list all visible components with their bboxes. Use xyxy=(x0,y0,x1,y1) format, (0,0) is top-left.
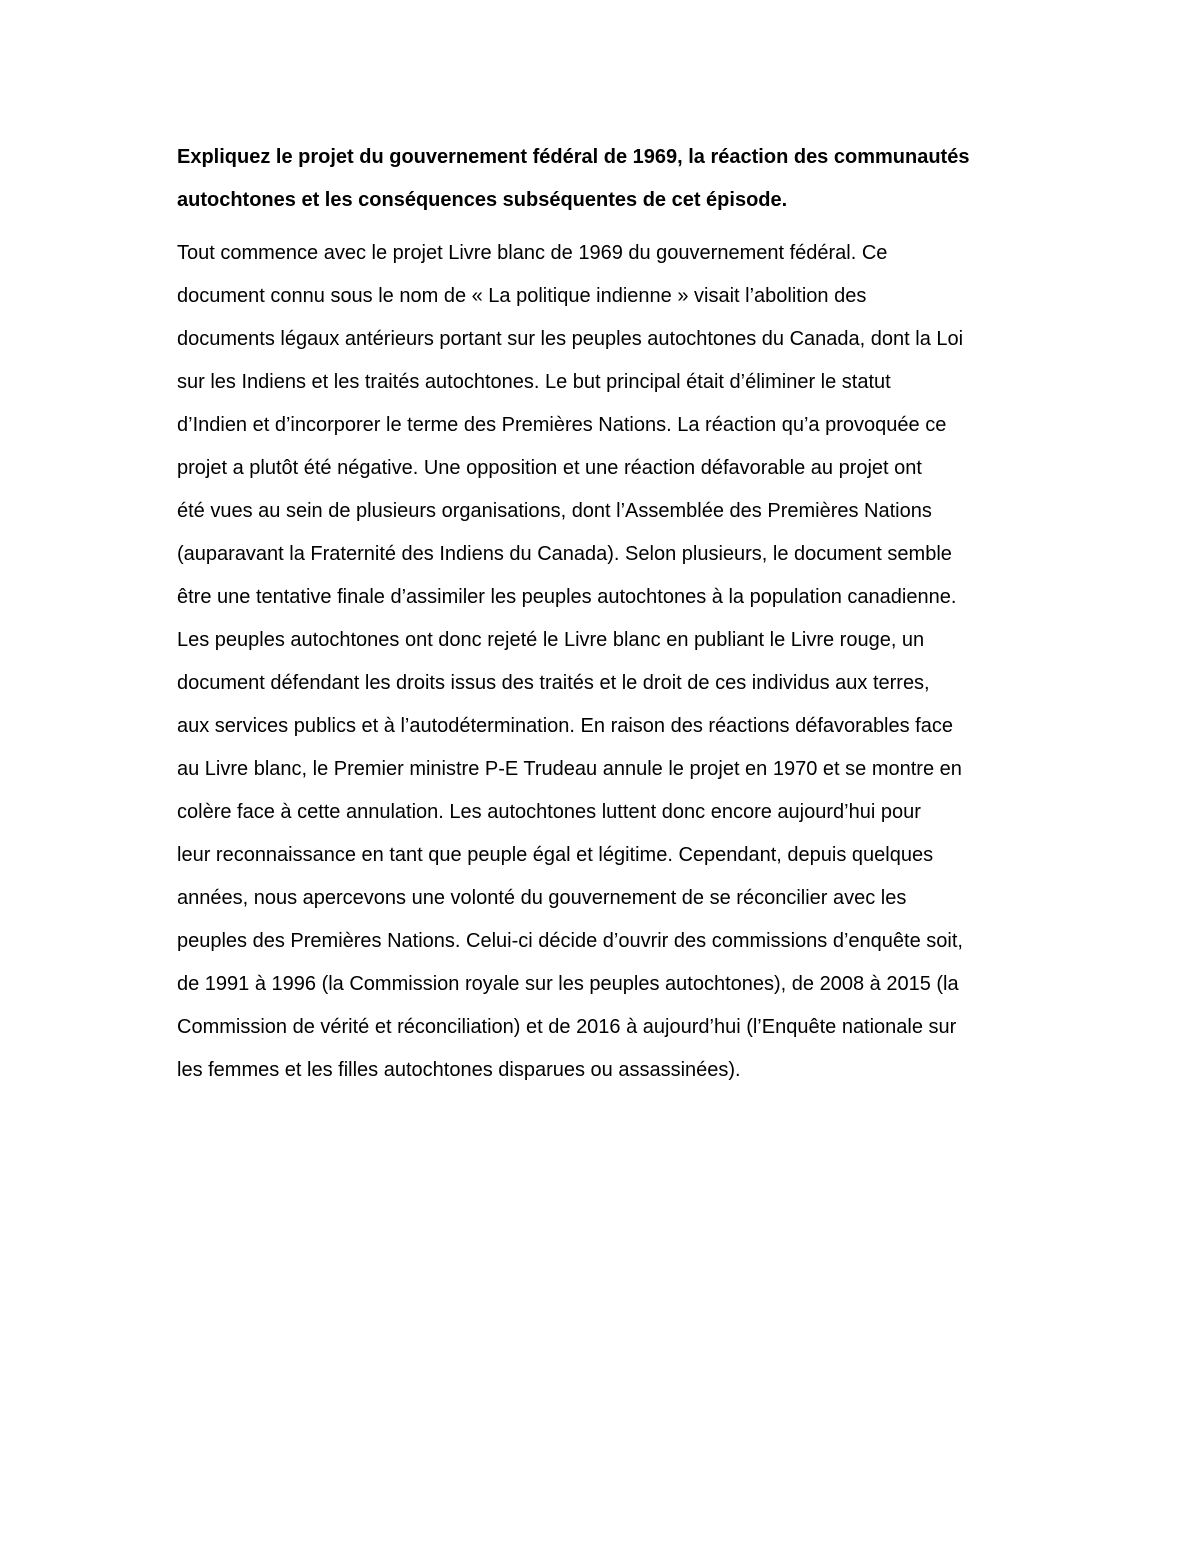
document-content xyxy=(177,136,1029,1092)
paragraph-line: les femmes et les filles autochtones disparues ou assassinées). xyxy=(177,1059,741,1081)
question-line: Expliquez le projet du gouvernement fédéral de 1969, la réaction des communautés xyxy=(177,146,970,168)
paragraph-line: Tout commence avec le projet Livre blanc de 1969 du gouvernement fédéral. Ce xyxy=(177,242,888,264)
paragraph-line: au Livre blanc, le Premier ministre P-E Trudeau annule le projet en 1970 et se montre en xyxy=(177,758,962,780)
question-line: autochtones et les conséquences subséquentes de cet épisode. xyxy=(177,189,788,211)
paragraph-line: Les peuples autochtones ont donc rejeté le Livre blanc en publiant le Livre rouge, un xyxy=(177,629,925,651)
paragraph-line: de 1991 à 1996 (la Commission royale sur les peuples autochtones), de 2008 à 2015 (la xyxy=(177,973,959,995)
paragraph-line: document défendant les droits issus des traités et le droit de ces individus aux terres, xyxy=(177,672,930,694)
question-heading xyxy=(177,136,1029,222)
paragraph-line: peuples des Premières Nations. Celui-ci décide d’ouvrir des commissions d’enquête soit, xyxy=(177,930,963,952)
paragraph-line: document connu sous le nom de « La politique indienne » visait l’abolition des xyxy=(177,285,867,307)
paragraph-line: leur reconnaissance en tant que peuple égal et légitime. Cependant, depuis quelques xyxy=(177,844,934,866)
paragraph-line: être une tentative finale d’assimiler les peuples autochtones à la population canadienne. xyxy=(177,586,957,608)
paragraph-line: colère face à cette annulation. Les autochtones luttent donc encore aujourd’hui pour xyxy=(177,801,921,823)
paragraph-line: projet a plutôt été négative. Une opposition et une réaction défavorable au projet ont xyxy=(177,457,922,479)
paragraph-line: aux services publics et à l’autodétermination. En raison des réactions défavorables face xyxy=(177,715,953,737)
paragraph-line: années, nous apercevons une volonté du gouvernement de se réconcilier avec les xyxy=(177,887,907,909)
paragraph-line: d’Indien et d’incorporer le terme des Premières Nations. La réaction qu’a provoquée ce xyxy=(177,414,947,436)
paragraph-line: (auparavant la Fraternité des Indiens du Canada). Selon plusieurs, le document semble xyxy=(177,543,952,565)
answer-paragraph xyxy=(177,232,1029,1092)
paragraph-line: Commission de vérité et réconciliation) et de 2016 à aujourd’hui (l’Enquête nationale sur xyxy=(177,1016,957,1038)
paragraph-line: été vues au sein de plusieurs organisations, dont l’Assemblée des Premières Nations xyxy=(177,500,932,522)
paragraph-line: sur les Indiens et les traités autochtones. Le but principal était d’éliminer le statut xyxy=(177,371,891,393)
paragraph-line: documents légaux antérieurs portant sur les peuples autochtones du Canada, dont la Loi xyxy=(177,328,964,350)
